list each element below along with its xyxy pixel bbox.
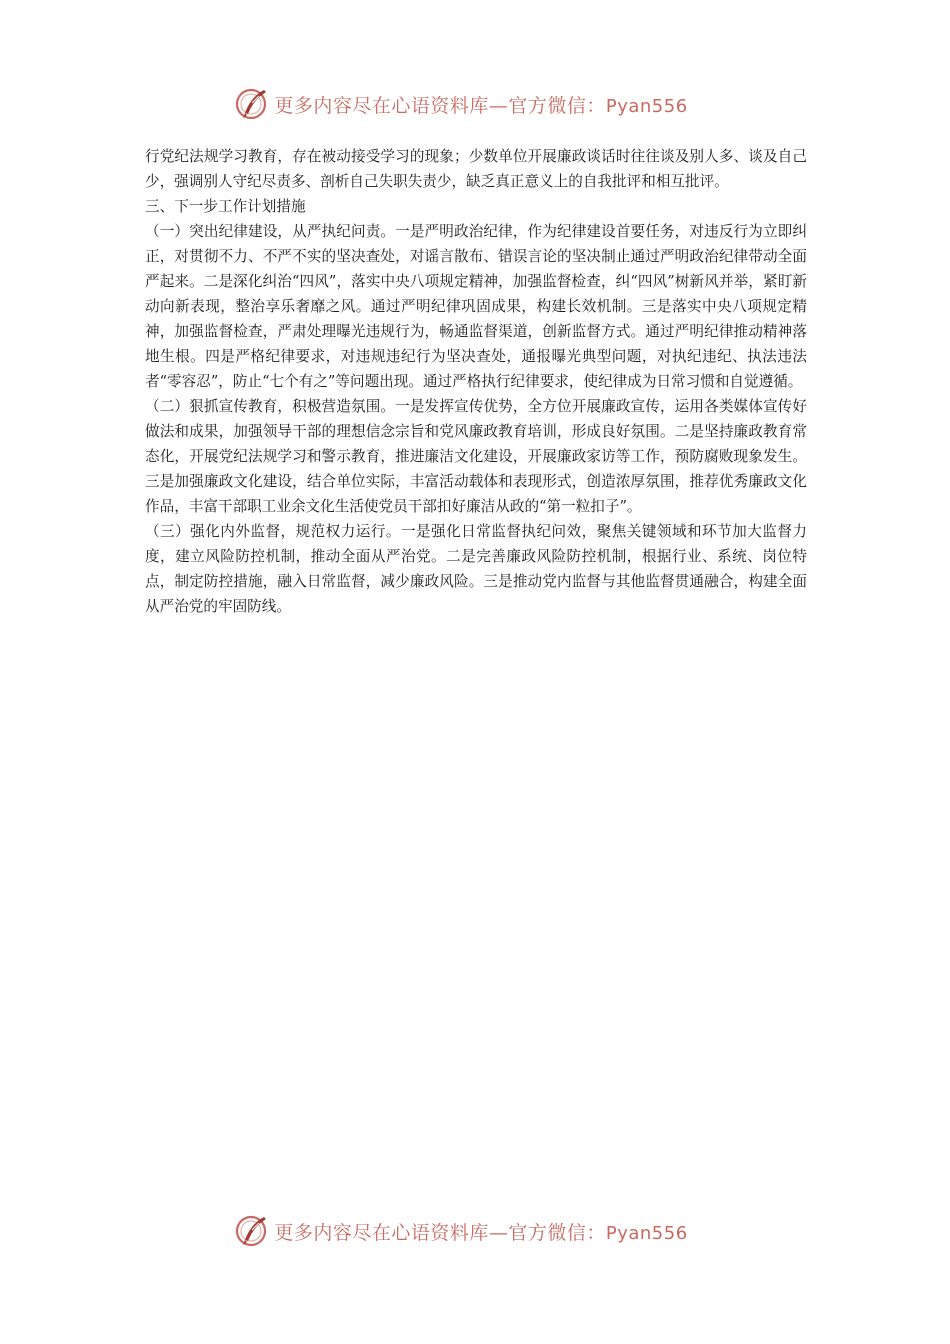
quill-logo-icon xyxy=(234,86,270,122)
document-body xyxy=(145,144,807,619)
paragraph-discipline: （一）突出纪律建设，从严执纪问责。一是严明政治纪律，作为纪律建设首要任务，对违反行为立即纠正，对贯彻不力、不严不实的坚决查处，对谣言散布、错误言论的坚决制止通过严明政治纪律带动全面严起来。二是深化纠治“四风”，落实中央八项规定精神，加强监督检查，纠“四风”树新风并举，紧盯新动向新表现，整治享乐奢靡之风。通过严明纪律巩固成果，构建长效机制。三是落实中央八项规定精神，加强监督检查，严肃处理曝光违规行为，畅通监督渠道，创新监督方式。通过严明纪律推动精神落地生根。四是严格纪律要求，对违规违纪行为坚决查处，通报曝光典型问题，对执纪违纪、执法违法者“零容忍”，防止“七个有之”等问题出现。通过严格执行纪律要求，使纪律成为日常习惯和自觉遵循。 xyxy=(145,223,807,390)
section-heading: 三、下一步工作计划措施 xyxy=(145,198,306,215)
quill-logo-icon xyxy=(234,1213,270,1249)
banner-handle: Pyan556 xyxy=(605,1222,688,1244)
footer-banner xyxy=(0,1211,950,1251)
banner-text: 更多内容尽在心语资料库—官方微信：Pyan556 xyxy=(274,1221,688,1244)
paragraph-education: （二）狠抓宣传教育，积极营造氛围。一是发挥宣传优势，全方位开展廉政宣传，运用各类媒体宣传好做法和成果，加强领导干部的理想信念宗旨和党风廉政教育培训，形成良好氛围。二是坚持廉政教育常态化，开展党纪法规学习和警示教育，推进廉洁文化建设，开展廉政家访等工作，预防腐败现象发生。三是加强廉政文化建设，结合单位实际，丰富活动载体和表现形式，创造浓厚氛围，推荐优秀廉政文化作品，丰富干部职工业余文化生活使党员干部扣好廉洁从政的“第一粒扣子”。 xyxy=(145,398,807,515)
paragraph-supervision: （三）强化内外监督，规范权力运行。一是强化日常监督执纪问效，聚焦关键领域和环节加大监督力度，建立风险防控机制，推动全面从严治党。二是完善廉政风险防控机制，根据行业、系统、岗位特点，制定防控措施，融入日常监督，减少廉政风险。三是推动党内监督与其他监督贯通融合，构建全面从严治党的牢固防线。 xyxy=(145,523,807,615)
header-banner xyxy=(0,84,950,124)
banner-handle: Pyan556 xyxy=(605,95,688,117)
banner-text: 更多内容尽在心语资料库—官方微信：Pyan556 xyxy=(274,94,688,117)
paragraph-continuation: 行党纪法规学习教育，存在被动接受学习的现象；少数单位开展廉政谈话时往往谈及别人多、谈及自己少，强调别人守纪尽责多、剖析自己失职失责少，缺乏真正意义上的自我批评和相互批评。 xyxy=(145,148,807,190)
